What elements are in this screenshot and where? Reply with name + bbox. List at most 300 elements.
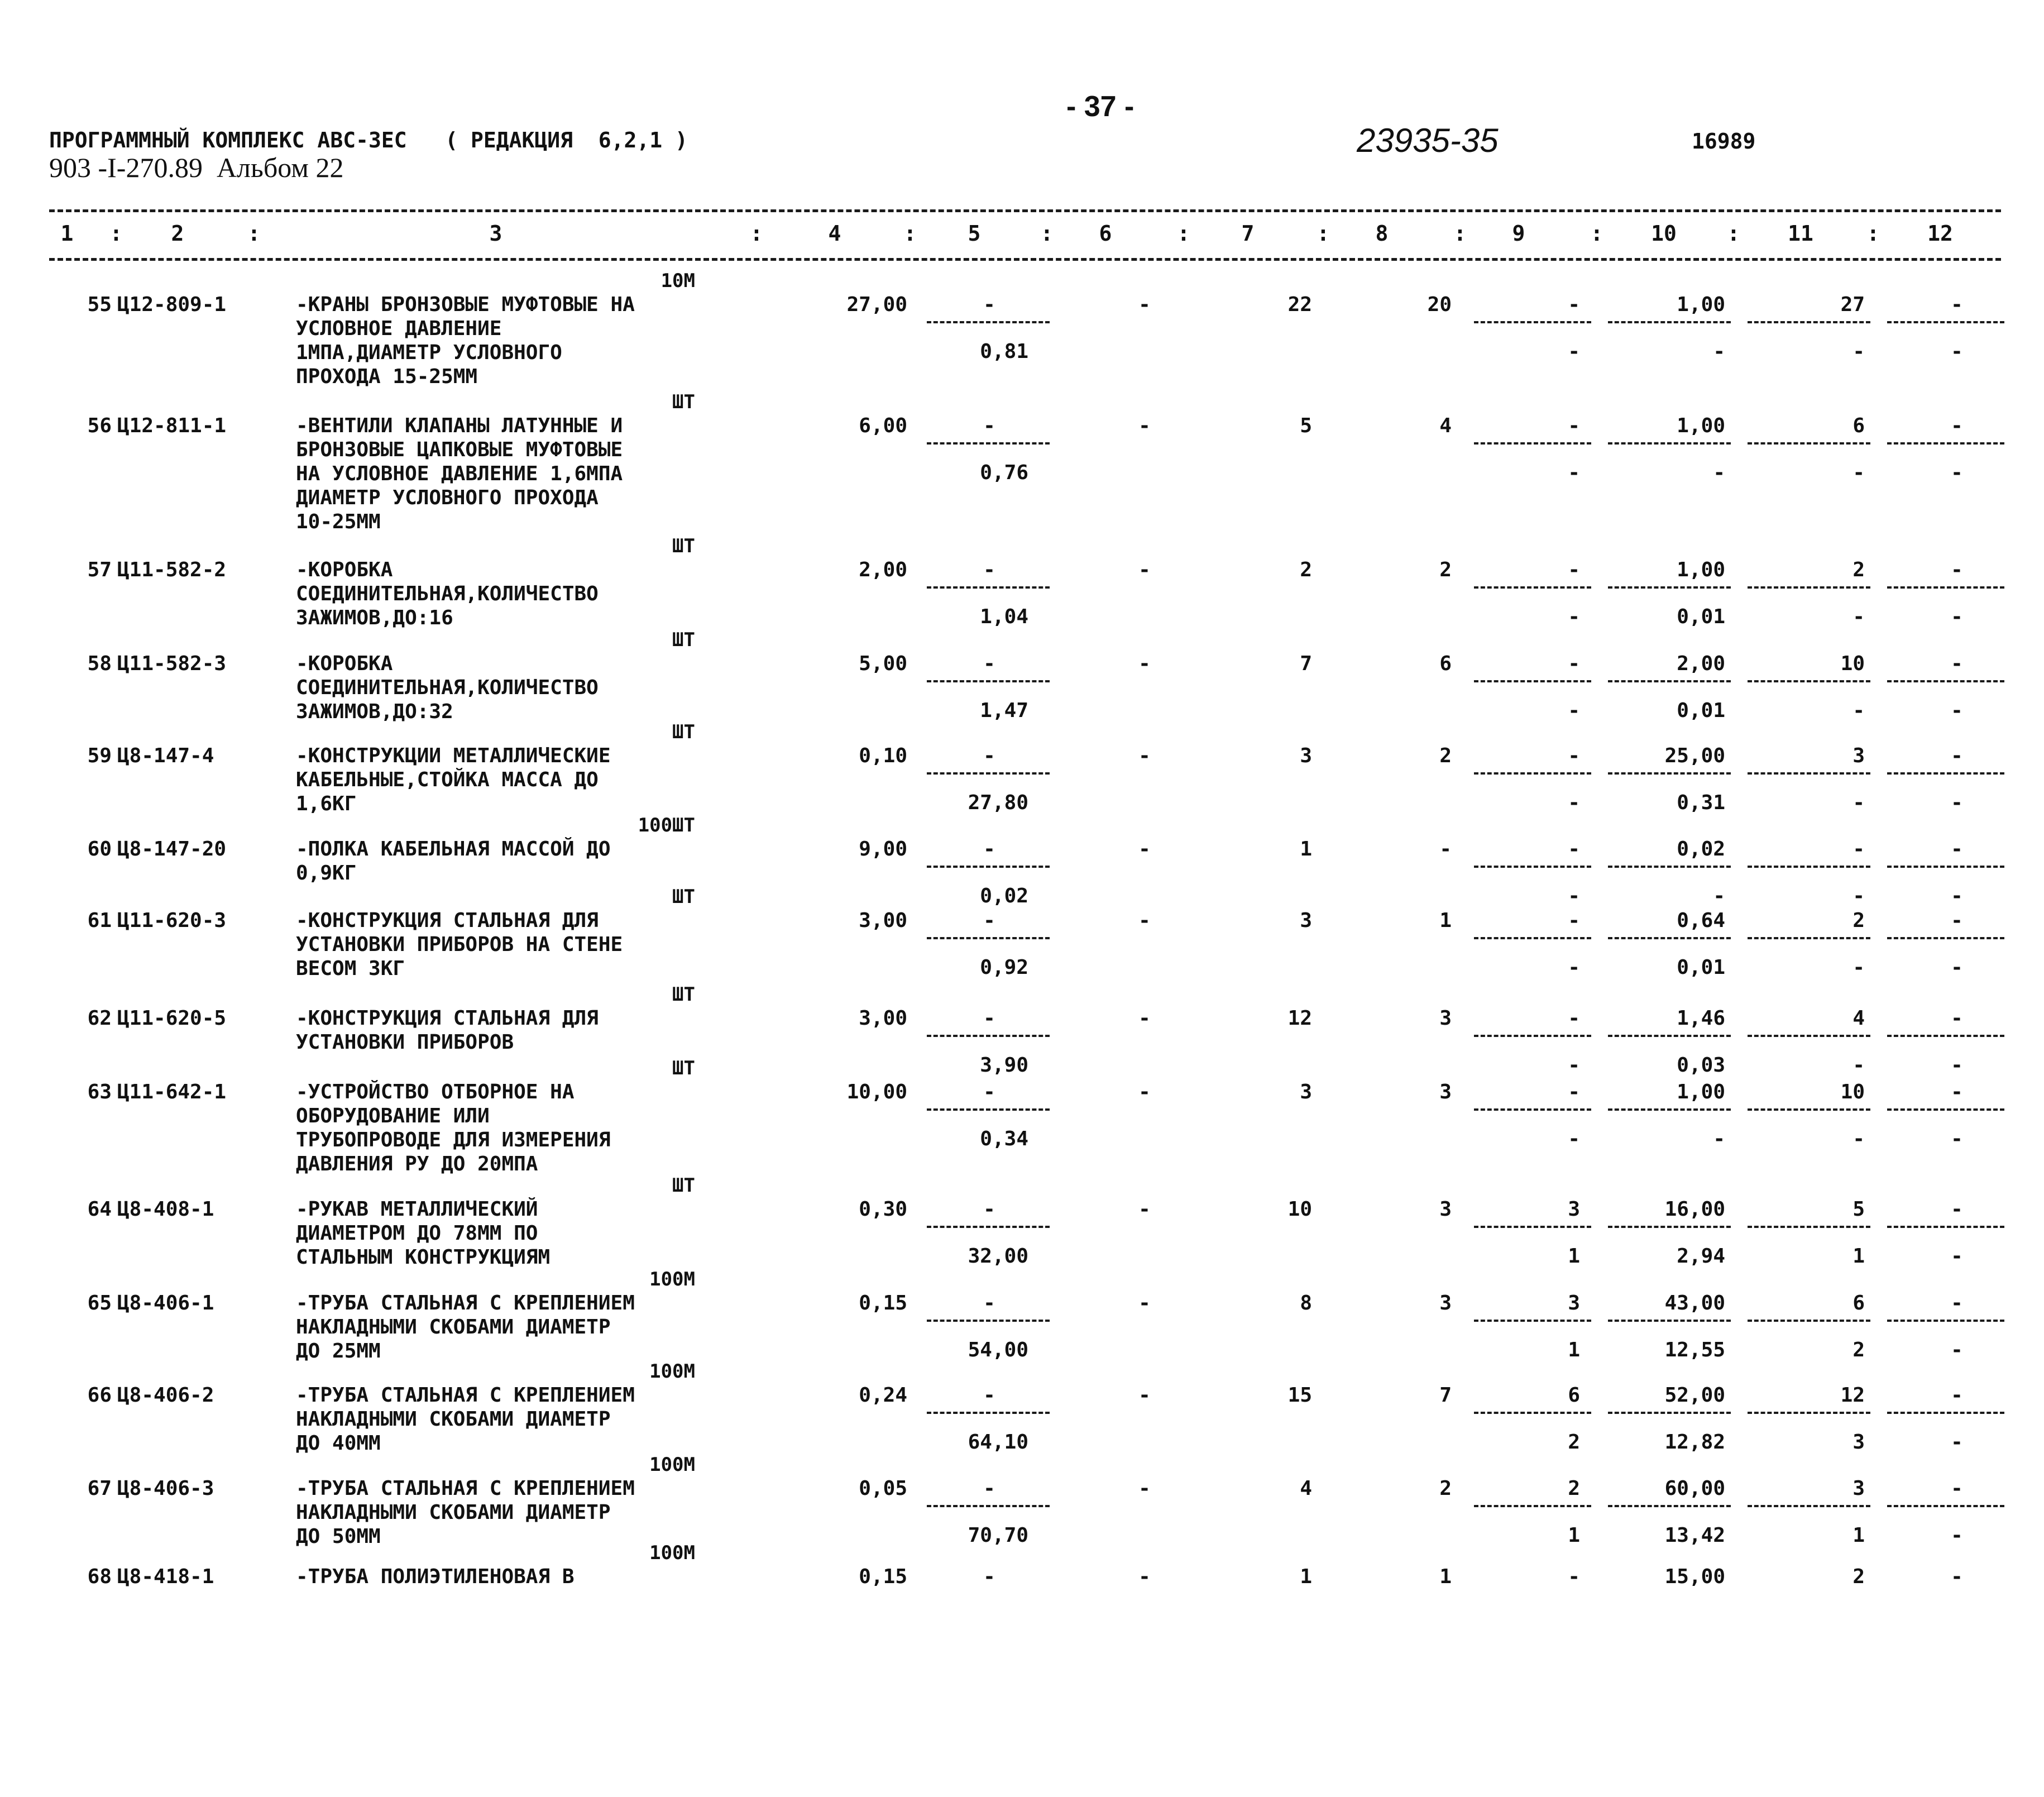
cell-col7: 10	[1287, 1198, 1312, 1221]
cell-col10-bottom: -	[1713, 340, 1725, 363]
cell-col6: -	[1138, 1565, 1151, 1588]
cell-col5-bottom: 0,92	[980, 956, 1028, 979]
fraction-rule	[1474, 1108, 1591, 1111]
cell-col12-top: -	[1951, 652, 1963, 675]
cell-col10-bottom: 2,94	[1677, 1245, 1725, 1268]
cell-col6: -	[1138, 1477, 1151, 1500]
row-code: Ц8-408-1	[117, 1198, 214, 1221]
cell-col9-top: -	[1568, 293, 1580, 316]
column-header-7: 7	[1241, 221, 1255, 246]
cell-col10-top: 43,00	[1664, 1292, 1725, 1315]
cell-col9-bottom: -	[1568, 605, 1580, 628]
cell-col10-top: 0,02	[1677, 838, 1725, 861]
column-header-1: 1	[60, 221, 74, 246]
cell-col12-top: -	[1951, 293, 1963, 316]
cell-col9-bottom: 1	[1568, 1524, 1580, 1547]
row-description-line: НА УСЛОВНОЕ ДАВЛЕНИЕ 1,6МПА	[296, 462, 623, 485]
row-number: 60	[87, 838, 112, 861]
row-number: 59	[87, 744, 112, 767]
column-header-10: 10	[1651, 221, 1677, 246]
fraction-rule	[1887, 1226, 2004, 1228]
cell-col11-bottom: -	[1852, 605, 1865, 628]
cell-col9-top: 3	[1568, 1198, 1580, 1221]
row-code: Ц8-406-3	[117, 1477, 214, 1500]
cell-col9-top: -	[1568, 414, 1580, 437]
column-separator: :	[903, 221, 917, 246]
row-description-line: ДО 25ММ	[296, 1340, 381, 1363]
row-description-line: УСТАНОВКИ ПРИБОРОВ	[296, 1031, 514, 1054]
row-code: Ц11-620-5	[117, 1007, 227, 1030]
cell-col12-top: -	[1951, 1384, 1963, 1407]
column-separator: :	[1866, 221, 1880, 246]
fraction-rule	[1748, 1412, 1870, 1414]
fraction-rule	[1887, 1505, 2004, 1507]
cell-col9-bottom: -	[1568, 461, 1580, 484]
fraction-rule	[1608, 772, 1731, 775]
cell-col5-bottom: 3,90	[980, 1054, 1028, 1077]
cell-col8: 3	[1439, 1007, 1452, 1030]
cell-col7: 12	[1287, 1007, 1312, 1030]
fraction-rule	[1887, 866, 2004, 868]
cell-col9-top: -	[1568, 652, 1580, 675]
row-description-line: НАКЛАДНЫМИ СКОБАМИ ДИАМЕТР	[296, 1501, 611, 1524]
cell-col12-bottom: -	[1951, 1339, 1963, 1361]
cell-col5-top: -	[983, 1477, 995, 1500]
row-code: Ц8-147-20	[117, 838, 227, 861]
row-number: 61	[87, 909, 112, 932]
fraction-rule	[1608, 1226, 1731, 1228]
cell-col10-bottom: 0,03	[1677, 1054, 1725, 1077]
cell-col10-bottom: 0,01	[1677, 699, 1725, 722]
fraction-rule	[1887, 1035, 2004, 1037]
row-description-line: СОЕДИНИТЕЛЬНАЯ,КОЛИЧЕСТВО	[296, 676, 599, 699]
cell-col12-bottom: -	[1951, 1127, 1963, 1150]
cell-col10-bottom: 13,42	[1664, 1524, 1725, 1547]
cell-col10-bottom: -	[1713, 885, 1725, 907]
cell-col9-bottom: -	[1568, 885, 1580, 907]
fraction-rule	[1748, 1320, 1870, 1322]
cell-col4: 0,15	[859, 1292, 907, 1315]
cell-col12-top: -	[1951, 558, 1963, 581]
cell-col11-bottom: -	[1852, 1127, 1865, 1150]
cell-col6: -	[1138, 1081, 1151, 1103]
cell-col9-bottom: -	[1568, 956, 1580, 979]
fraction-rule	[1748, 680, 1870, 682]
cell-col12-bottom: -	[1951, 956, 1963, 979]
row-unit: 100М	[649, 1542, 695, 1564]
cell-col12-top: -	[1951, 909, 1963, 932]
cell-col11-top: 2	[1852, 558, 1865, 581]
fraction-rule	[927, 586, 1050, 589]
cell-col7: 8	[1300, 1292, 1312, 1315]
row-description-line: ДИАМЕТРОМ ДО 78ММ ПО	[296, 1222, 538, 1245]
cell-col12-bottom: -	[1951, 1431, 1963, 1454]
row-description-line: ТРУБОПРОВОДЕ ДЛЯ ИЗМЕРЕНИЯ	[296, 1129, 611, 1151]
cell-col4: 0,24	[859, 1384, 907, 1407]
fraction-rule	[927, 1035, 1050, 1037]
fraction-rule	[1748, 937, 1870, 939]
fraction-rule	[927, 680, 1050, 682]
cell-col9-top: 6	[1568, 1384, 1580, 1407]
row-unit: ШТ	[672, 983, 695, 1006]
fraction-rule	[927, 1226, 1050, 1228]
fraction-rule	[927, 1320, 1050, 1322]
cell-col8: 2	[1439, 744, 1452, 767]
cell-col11-bottom: 2	[1852, 1339, 1865, 1361]
row-number: 55	[87, 293, 112, 316]
cell-col4: 0,30	[859, 1198, 907, 1221]
column-header-9: 9	[1512, 221, 1525, 246]
row-description-line: СТАЛЬНЫМ КОНСТРУКЦИЯМ	[296, 1246, 551, 1269]
row-unit: 100М	[649, 1454, 695, 1476]
cell-col7: 7	[1300, 652, 1312, 675]
fraction-rule	[1608, 866, 1731, 868]
column-header-11: 11	[1788, 221, 1813, 246]
page-number: - 37 -	[1066, 90, 1135, 123]
column-header-12: 12	[1927, 221, 1953, 246]
row-description-line: ДАВЛЕНИЯ РУ ДО 20МПА	[296, 1153, 538, 1175]
cell-col5-top: -	[983, 1292, 995, 1315]
column-separator: :	[1453, 221, 1467, 246]
fraction-rule	[1608, 1320, 1731, 1322]
row-description-line: ДО 40ММ	[296, 1432, 381, 1455]
fraction-rule	[1608, 442, 1731, 445]
cell-col5-top: -	[983, 558, 995, 581]
cell-col5-bottom: 32,00	[968, 1245, 1028, 1268]
row-description-line: -КОНСТРУКЦИИ МЕТАЛЛИЧЕСКИЕ	[296, 744, 611, 767]
row-description-line: 0,9КГ	[296, 862, 357, 885]
fraction-rule	[927, 442, 1050, 445]
fraction-rule	[1748, 1505, 1870, 1507]
cell-col10-top: 1,00	[1677, 414, 1725, 437]
cell-col8: 7	[1439, 1384, 1452, 1407]
cell-col6: -	[1138, 1007, 1151, 1030]
row-number: 65	[87, 1292, 112, 1315]
fraction-rule	[1474, 586, 1591, 589]
fraction-rule	[1887, 442, 2004, 445]
header-rule-top	[49, 209, 2001, 212]
row-number: 56	[87, 414, 112, 437]
cell-col11-top: 2	[1852, 909, 1865, 932]
cell-col4: 3,00	[859, 1007, 907, 1030]
cell-col7: 4	[1300, 1477, 1312, 1500]
row-unit: ШТ	[672, 629, 695, 651]
fraction-rule	[1887, 937, 2004, 939]
cell-col10-top: 1,00	[1677, 558, 1725, 581]
cell-col8: 1	[1439, 1565, 1452, 1588]
row-unit: ШТ	[672, 1057, 695, 1079]
fraction-rule	[927, 321, 1050, 323]
row-description-line: 1,6КГ	[296, 792, 357, 815]
cell-col9-top: 2	[1568, 1477, 1580, 1500]
cell-col9-top: -	[1568, 909, 1580, 932]
column-header-5: 5	[968, 221, 981, 246]
cell-col12-bottom: -	[1951, 1054, 1963, 1077]
row-number: 64	[87, 1198, 112, 1221]
cell-col5-top: -	[983, 414, 995, 437]
cell-col9-top: -	[1568, 558, 1580, 581]
cell-col12-bottom: -	[1951, 699, 1963, 722]
cell-col11-bottom: -	[1852, 461, 1865, 484]
row-unit: ШТ	[672, 886, 695, 908]
row-unit: 100ШТ	[638, 814, 695, 837]
cell-col12-top: -	[1951, 838, 1963, 861]
fraction-rule	[1887, 321, 2004, 323]
row-description-line: НАКЛАДНЫМИ СКОБАМИ ДИАМЕТР	[296, 1316, 611, 1339]
fraction-rule	[1608, 1035, 1731, 1037]
row-description-line: ЗАЖИМОВ,ДО:32	[296, 700, 453, 723]
row-description-line: ДИАМЕТР УСЛОВНОГО ПРОХОДА	[296, 486, 599, 509]
cell-col5-bottom: 64,10	[968, 1431, 1028, 1454]
cell-col4: 2,00	[859, 558, 907, 581]
row-code: Ц8-147-4	[117, 744, 214, 767]
row-unit: 100М	[649, 1360, 695, 1383]
fraction-rule	[1608, 1108, 1731, 1111]
row-number: 58	[87, 652, 112, 675]
row-description-line: -КОРОБКА	[296, 558, 393, 581]
row-description-line: -КОРОБКА	[296, 652, 393, 675]
cell-col10-top: 0,64	[1677, 909, 1725, 932]
cell-col9-bottom: 1	[1568, 1339, 1580, 1361]
cell-col11-top: 3	[1852, 744, 1865, 767]
column-separator: :	[1590, 221, 1603, 246]
cell-col7: 15	[1287, 1384, 1312, 1407]
fraction-rule	[927, 772, 1050, 775]
cell-col7: 5	[1300, 414, 1312, 437]
cell-col9-top: -	[1568, 838, 1580, 861]
cell-col8: 2	[1439, 558, 1452, 581]
row-number: 57	[87, 558, 112, 581]
fraction-rule	[1887, 1320, 2004, 1322]
cell-col5-bottom: 0,34	[980, 1127, 1028, 1150]
row-number: 67	[87, 1477, 112, 1500]
fraction-rule	[1608, 680, 1731, 682]
row-description-line: БРОНЗОВЫЕ ЦАПКОВЫЕ МУФТОВЫЕ	[296, 438, 623, 461]
cell-col7: 1	[1300, 838, 1312, 861]
cell-col5-top: -	[983, 838, 995, 861]
cell-col4: 3,00	[859, 909, 907, 932]
cell-col6: -	[1138, 838, 1151, 861]
cell-col11-top: 3	[1852, 1477, 1865, 1500]
cell-col12-top: -	[1951, 1198, 1963, 1221]
column-separator: :	[247, 221, 261, 246]
cell-col6: -	[1138, 1198, 1151, 1221]
column-separator: :	[1040, 221, 1054, 246]
cell-col9-bottom: 1	[1568, 1245, 1580, 1268]
cell-col9-top: -	[1568, 1565, 1580, 1588]
cell-col11-bottom: -	[1852, 885, 1865, 907]
row-code: Ц11-582-3	[117, 652, 227, 675]
cell-col8: 20	[1427, 293, 1452, 316]
cell-col6: -	[1138, 558, 1151, 581]
row-description-line: УСТАНОВКИ ПРИБОРОВ НА СТЕНЕ	[296, 933, 623, 956]
fraction-rule	[927, 1505, 1050, 1507]
row-description-line: ОБОРУДОВАНИЕ ИЛИ	[296, 1105, 490, 1127]
fraction-rule	[1887, 680, 2004, 682]
cell-col8: 3	[1439, 1081, 1452, 1103]
fraction-rule	[1887, 586, 2004, 589]
cell-col11-top: -	[1852, 838, 1865, 861]
cell-col11-top: 6	[1852, 1292, 1865, 1315]
cell-col6: -	[1138, 414, 1151, 437]
cell-col6: -	[1138, 1384, 1151, 1407]
fraction-rule	[1608, 1505, 1731, 1507]
cell-col10-top: 2,00	[1677, 652, 1725, 675]
cell-col10-bottom: -	[1713, 1127, 1725, 1150]
cell-col11-bottom: -	[1852, 699, 1865, 722]
row-code: Ц12-811-1	[117, 414, 227, 437]
cell-col5-top: -	[983, 652, 995, 675]
row-description-line: -ВЕНТИЛИ КЛАПАНЫ ЛАТУННЫЕ И	[296, 414, 623, 437]
cell-col5-bottom: 54,00	[968, 1339, 1028, 1361]
column-header-4: 4	[828, 221, 841, 246]
row-number: 63	[87, 1081, 112, 1103]
fraction-rule	[1474, 772, 1591, 775]
cell-col10-top: 60,00	[1664, 1477, 1725, 1500]
row-description-line: -ТРУБА СТАЛЬНАЯ С КРЕПЛЕНИЕМ	[296, 1292, 635, 1315]
cell-col10-top: 25,00	[1664, 744, 1725, 767]
cell-col11-top: 5	[1852, 1198, 1865, 1221]
row-unit: ШТ	[672, 1174, 695, 1197]
row-code: Ц8-406-2	[117, 1384, 214, 1407]
cell-col6: -	[1138, 1292, 1151, 1315]
row-description-line: -ТРУБА СТАЛЬНАЯ С КРЕПЛЕНИЕМ	[296, 1384, 635, 1407]
row-description-line: -ПОЛКА КАБЕЛЬНАЯ МАССОЙ ДО	[296, 838, 611, 861]
cell-col8: 6	[1439, 652, 1452, 675]
fraction-rule	[1474, 1226, 1591, 1228]
project-reference: 903 -I-270.89 Альбом 22	[49, 152, 344, 183]
cell-col9-top: -	[1568, 1007, 1580, 1030]
fraction-rule	[1474, 937, 1591, 939]
row-unit: 10М	[660, 270, 695, 292]
fraction-rule	[1608, 1412, 1731, 1414]
row-description-line: -УСТРОЙСТВО ОТБОРНОЕ НА	[296, 1081, 575, 1103]
cell-col10-bottom: 0,01	[1677, 605, 1725, 628]
cell-col10-top: 16,00	[1664, 1198, 1725, 1221]
cell-col10-top: 1,00	[1677, 1081, 1725, 1103]
cell-col5-top: -	[983, 1007, 995, 1030]
row-description-line: -КРАНЫ БРОНЗОВЫЕ МУФТОВЫЕ НА	[296, 293, 635, 316]
column-header-2: 2	[171, 221, 184, 246]
fraction-rule	[1474, 1320, 1591, 1322]
column-separator: :	[1177, 221, 1190, 246]
fraction-rule	[1748, 321, 1870, 323]
fraction-rule	[1608, 937, 1731, 939]
fraction-rule	[927, 866, 1050, 868]
row-description-line: -КОНСТРУКЦИЯ СТАЛЬНАЯ ДЛЯ	[296, 909, 599, 932]
row-number: 62	[87, 1007, 112, 1030]
cell-col4: 10,00	[846, 1081, 907, 1103]
fraction-rule	[1748, 442, 1870, 445]
cell-col11-bottom: -	[1852, 1054, 1865, 1077]
cell-col5-top: -	[983, 1198, 995, 1221]
cell-col12-bottom: -	[1951, 340, 1963, 363]
cell-col10-top: 52,00	[1664, 1384, 1725, 1407]
cell-col11-top: 2	[1852, 1565, 1865, 1588]
fraction-rule	[927, 1108, 1050, 1111]
fraction-rule	[1608, 321, 1731, 323]
column-separator: :	[1727, 221, 1740, 246]
row-number: 66	[87, 1384, 112, 1407]
row-description-line: ПРОХОДА 15-25ММ	[296, 365, 478, 388]
fraction-rule	[1748, 586, 1870, 589]
cell-col5-bottom: 1,04	[980, 605, 1028, 628]
row-unit: ШТ	[672, 391, 695, 413]
cell-col5-top: -	[983, 1384, 995, 1407]
cell-col4: 6,00	[859, 414, 907, 437]
cell-col4: 0,15	[859, 1565, 907, 1588]
cell-col5-bottom: 0,76	[980, 461, 1028, 484]
cell-col11-top: 4	[1852, 1007, 1865, 1030]
row-unit: ШТ	[672, 721, 695, 743]
column-separator: :	[750, 221, 763, 246]
column-header-6: 6	[1099, 221, 1112, 246]
cell-col5-bottom: 0,02	[980, 885, 1028, 907]
cell-col4: 5,00	[859, 652, 907, 675]
cell-col6: -	[1138, 293, 1151, 316]
cell-col11-top: 6	[1852, 414, 1865, 437]
cell-col8: 2	[1439, 1477, 1452, 1500]
row-description-line: ДО 50ММ	[296, 1525, 381, 1548]
cell-col10-bottom: -	[1713, 461, 1725, 484]
cell-col9-top: -	[1568, 744, 1580, 767]
cell-col12-bottom: -	[1951, 791, 1963, 814]
cell-col4: 0,05	[859, 1477, 907, 1500]
cell-col12-bottom: -	[1951, 461, 1963, 484]
row-number: 68	[87, 1565, 112, 1588]
fraction-rule	[927, 937, 1050, 939]
cell-col9-bottom: -	[1568, 340, 1580, 363]
cell-col12-top: -	[1951, 1007, 1963, 1030]
row-code: Ц8-406-1	[117, 1292, 214, 1315]
cell-col5-top: -	[983, 1565, 995, 1588]
fraction-rule	[1474, 866, 1591, 868]
fraction-rule	[1887, 1108, 2004, 1111]
row-description-line: 10-25ММ	[296, 510, 381, 533]
row-unit: ШТ	[672, 535, 695, 557]
cell-col11-bottom: 1	[1852, 1245, 1865, 1268]
fraction-rule	[1474, 680, 1591, 682]
fraction-rule	[1474, 1035, 1591, 1037]
cell-col12-top: -	[1951, 414, 1963, 437]
cell-col12-bottom: -	[1951, 885, 1963, 907]
cell-col9-top: -	[1568, 1081, 1580, 1103]
cell-col5-top: -	[983, 1081, 995, 1103]
cell-col11-bottom: 3	[1852, 1431, 1865, 1454]
fraction-rule	[1474, 321, 1591, 323]
cell-col9-top: 3	[1568, 1292, 1580, 1315]
cell-col4: 0,10	[859, 744, 907, 767]
column-separator: :	[109, 221, 123, 246]
row-description-line: СОЕДИНИТЕЛЬНАЯ,КОЛИЧЕСТВО	[296, 582, 599, 605]
fraction-rule	[1474, 442, 1591, 445]
cell-col9-bottom: 2	[1568, 1431, 1580, 1454]
cell-col9-bottom: -	[1568, 1127, 1580, 1150]
cell-col7: 3	[1300, 1081, 1312, 1103]
fraction-rule	[1748, 1108, 1870, 1111]
row-description-line: -РУКАВ МЕТАЛЛИЧЕСКИЙ	[296, 1198, 538, 1221]
handwritten-code: 23935-35	[1357, 122, 1499, 159]
cell-col7: 1	[1300, 1565, 1312, 1588]
cell-col7: 22	[1287, 293, 1312, 316]
cell-col10-bottom: 0,01	[1677, 956, 1725, 979]
row-code: Ц11-582-2	[117, 558, 227, 581]
fraction-rule	[927, 1412, 1050, 1414]
row-unit: 100М	[649, 1268, 695, 1291]
cell-col5-bottom: 27,80	[968, 791, 1028, 814]
cell-col11-top: 12	[1840, 1384, 1865, 1407]
cell-col12-top: -	[1951, 744, 1963, 767]
